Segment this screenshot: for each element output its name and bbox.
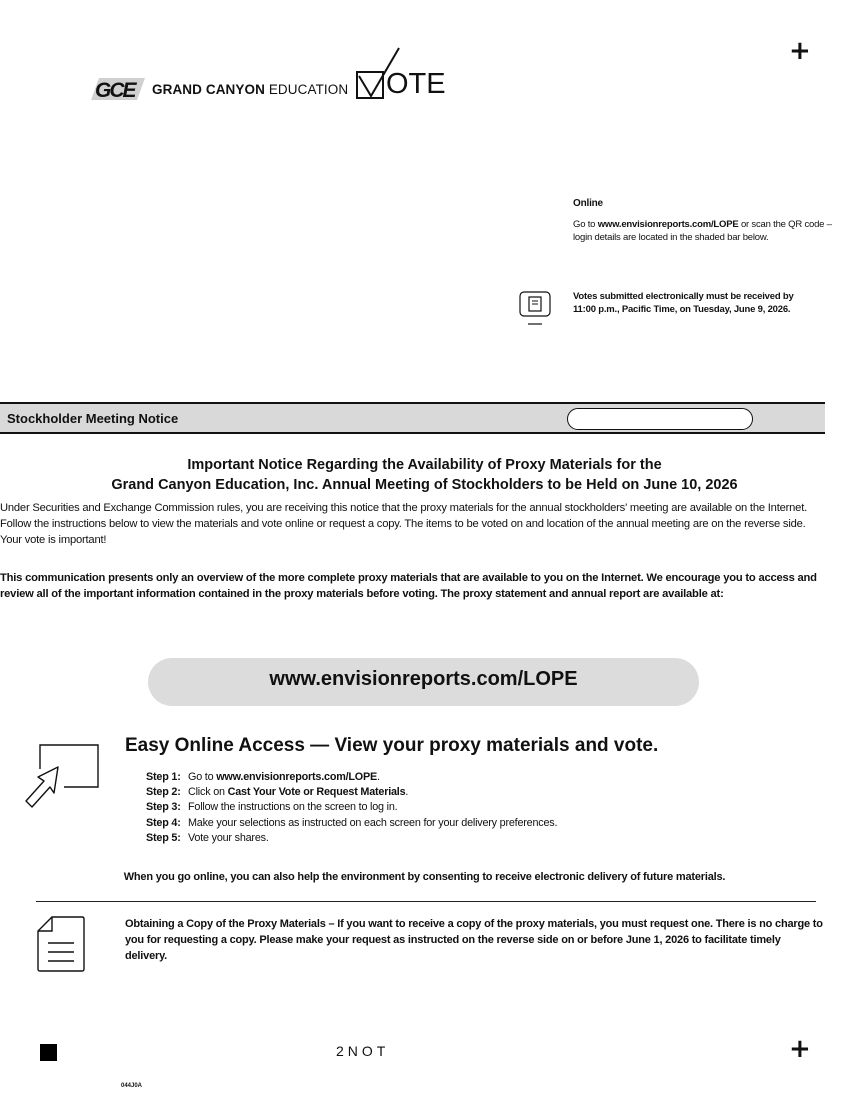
notice-heading: Important Notice Regarding the Availability of Proxy Materials for the Grand Canyon Education, Inc. Annual Meeting of Stockholders to be Held on June 10, 2026 bbox=[111, 457, 738, 494]
online-deadline: Votes submitted electronically must be received by 11:00 p.m., Pacific Time, on Tuesday, June 9, 2026. bbox=[573, 291, 794, 315]
online-url-link: www.envisionreports.com/LOPE bbox=[597, 219, 739, 230]
online-instructions: Go to www.envisionreports.com/LOPE or scan the QR code – login details are located in the shaded bar below. bbox=[573, 219, 832, 243]
registration-mark-top: + bbox=[789, 36, 811, 66]
steps-list bbox=[146, 770, 557, 846]
step-item: Step 3: Follow the instructions on the screen to log in. bbox=[146, 801, 398, 814]
cursor-click-icon bbox=[24, 743, 100, 811]
environment-note: When you go online, you can also help the environment by consenting to receive electronic delivery of future materials. bbox=[123, 871, 726, 883]
computer-icon bbox=[519, 291, 551, 327]
notice-paragraph-2: This communication presents only an overview of the more complete proxy materials that are available to you on the Internet. We encourage you to access and review all of the important information contained in the proxy materials before voting. The proxy statement and annual report are available at: bbox=[0, 572, 817, 601]
step-item: Step 5: Vote your shares. bbox=[146, 831, 269, 844]
vote-logo bbox=[355, 46, 445, 102]
form-code: 2NOT bbox=[336, 1043, 390, 1059]
registration-mark-bottom: + bbox=[789, 1034, 811, 1064]
step-item: Step 4: Make your selections as instructed on each screen for your delivery preferences. bbox=[146, 816, 558, 829]
svg-text:GCE: GCE bbox=[95, 79, 135, 100]
step-item: Step 2: Click on Cast Your Vote or Request Materials. bbox=[146, 786, 409, 799]
divider bbox=[36, 901, 816, 902]
notice-bar-title: Stockholder Meeting Notice bbox=[7, 411, 179, 426]
company-name: GRAND CANYON EDUCATION bbox=[152, 82, 349, 97]
notice-paragraph-1: Under Securities and Exchange Commission rules, you are receiving this notice that the proxy materials for the annual stockholders' meeting are available on the Internet. Follow the instructions below to view the materials and vote online or request a copy. The items to be voted on and location of the annual meeting are on the reverse side. Your vote is important! bbox=[0, 502, 808, 547]
vote-logo-text: OTE bbox=[386, 68, 446, 100]
easy-access-heading: Easy Online Access — View your proxy materials and vote. bbox=[125, 735, 659, 756]
step-item: Step 1: Go to www.envisionreports.com/LOPE. bbox=[146, 771, 380, 783]
small-form-code: 044J0A bbox=[121, 1083, 143, 1089]
registration-square bbox=[40, 1044, 57, 1061]
document-icon bbox=[36, 915, 86, 973]
online-title: Online bbox=[573, 198, 603, 209]
obtain-copy-paragraph: Obtaining a Copy of the Proxy Materials – If you want to receive a copy of the proxy materials, you must request one. There is no charge to you for requesting a copy. Please make your request as instructed on the reverse side on or before June 1, 2026 to facilitate timely delivery. bbox=[125, 918, 823, 962]
login-details-field bbox=[567, 408, 753, 430]
gce-logo-icon bbox=[91, 78, 147, 100]
url-banner-link[interactable]: www.envisionreports.com/LOPE bbox=[269, 668, 578, 690]
